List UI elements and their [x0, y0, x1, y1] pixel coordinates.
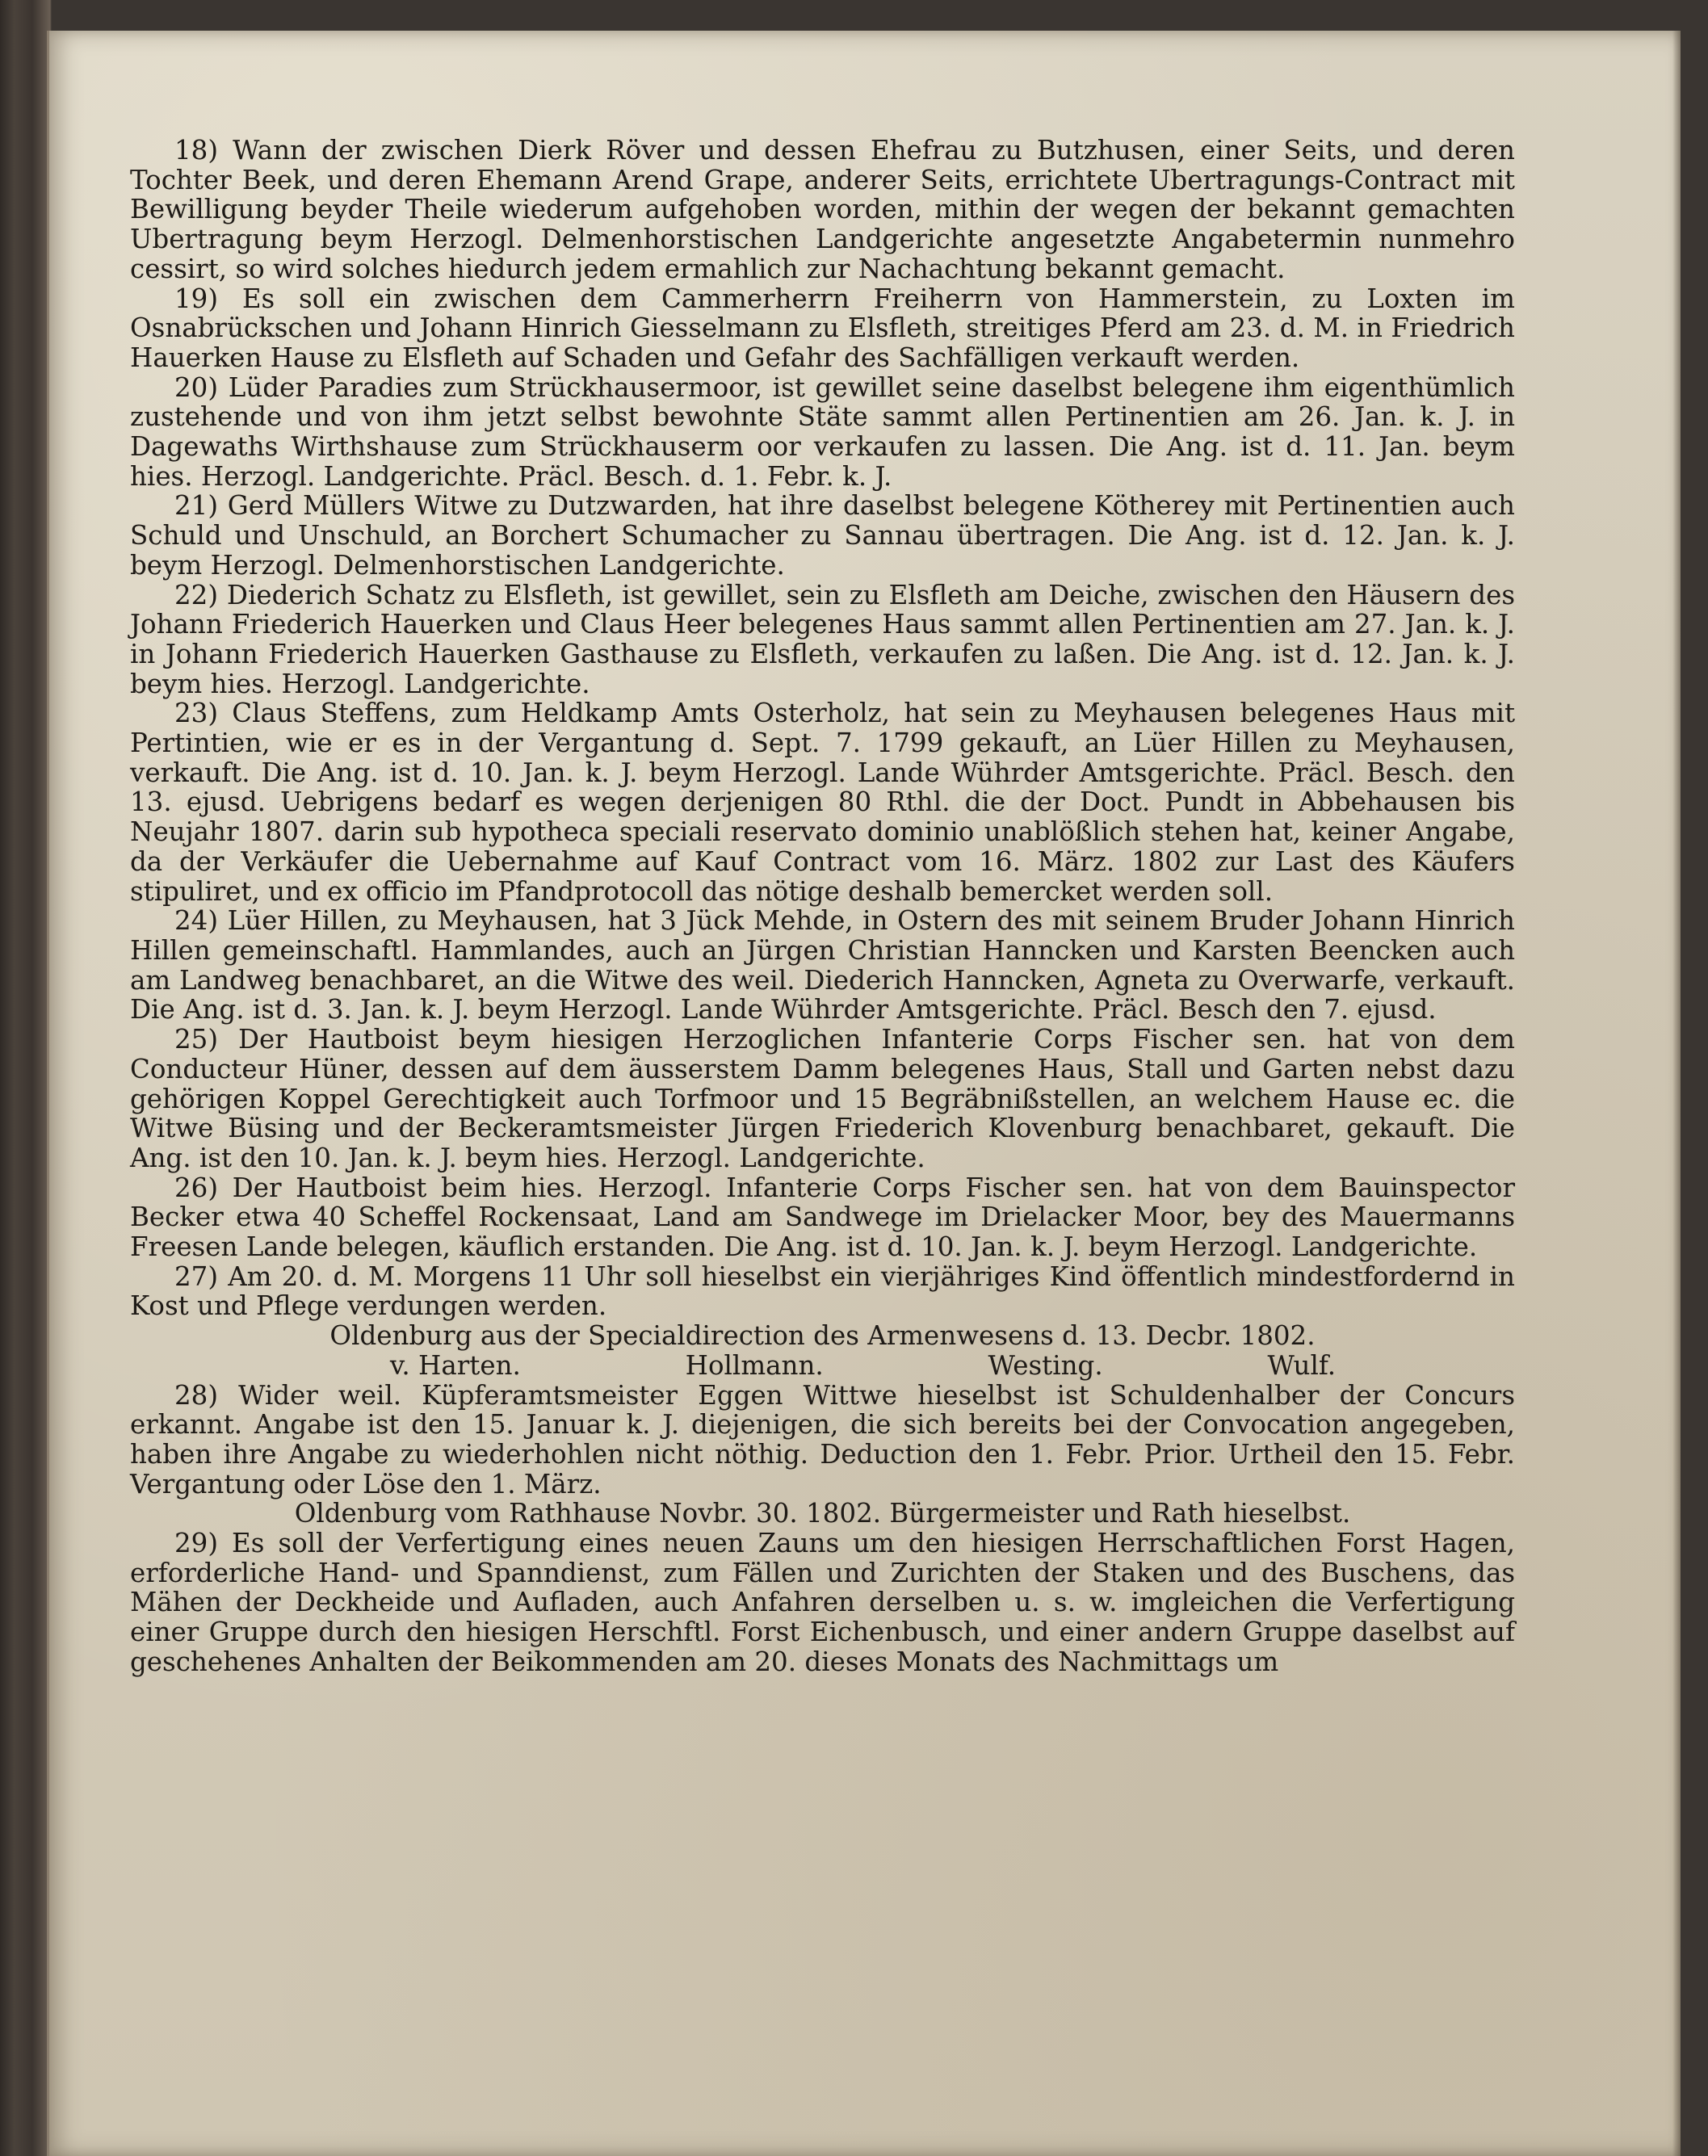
closing-line: Oldenburg vom Rathhause Novbr. 30. 1802. Bürgermeister und Rath hieselbst. — [294, 1498, 1351, 1529]
signature-place-line: Oldenburg aus der Specialdirection des Armenwesens d. 13. Decbr. 1802. — [329, 1320, 1316, 1352]
page-body — [130, 136, 1515, 1677]
notice-22: 22) Diederich Schatz zu Elsfleth, ist gewillet, sein zu Elsfleth am Deiche, zwischen den Häusern des Johann Friederich Hauerken und Claus Heer belegenes Haus sammt allen Pertinentien am 27. Jan. k. J. in Johann Friederich Hauerken Gasthause zu Elsfleth, verkaufen zu laßen. Die Ang. ist d. 12. Jan. k. J. beym hies. Herzogl. Landgerichte. — [130, 579, 1515, 699]
notice-21: 21) Gerd Müllers Witwe zu Dutzwarden, hat ihre daselbst belegene Kötherey mit Pertinentien auch Schuld und Unschuld, an Borchert Schumacher zu Sannau übertragen. Die Ang. ist d. 12. Jan. k. J. beym Herzogl. Delmenhorstischen Landgerichte. — [130, 490, 1515, 581]
signature-name: Hollmann. — [685, 1349, 824, 1381]
signature-names — [130, 1351, 1515, 1381]
notice-26: 26) Der Hautboist beim hies. Herzogl. Infanterie Corps Fischer sen. hat von dem Bauinspector Becker etwa 40 Scheffel Rockensaat, Land am Sandwege im Drielacker Moor, bey des Mauermanns Freesen Lande belegen, käuflich erstanden. Die Ang. ist d. 10. Jan. k. J. beym Herzogl. Landgerichte. — [130, 1172, 1515, 1263]
notice-19: 19) Es soll ein zwischen dem Cammerherrn Freiherrn von Hammerstein, zu Loxten im Osnabrückschen und Johann Hinrich Giesselmann zu Elsfleth, streitiges Pferd am 23. d. M. in Friedrich Hauerken Hause zu Elsfleth auf Schaden und Gefahr des Sachfälligen verkauft werden. — [130, 283, 1515, 373]
newspaper-page — [47, 31, 1681, 2156]
signature-name: Wulf. — [1267, 1349, 1337, 1381]
signature-name: Westing. — [988, 1349, 1103, 1381]
page-edge-shadow — [1672, 31, 1681, 2156]
notice-24: 24) Lüer Hillen, zu Meyhausen, hat 3 Jück Mehde, in Ostern des mit seinem Bruder Johann Hinrich Hillen gemeinschaftl. Hammlandes, auch an Jürgen Christian Hanncken und Karsten Beencken auch am Landweg benachbaret, an die Witwe des weil. Diederich Hanncken, Agneta zu Overwarfe, verkauft. Die Ang. ist d. 3. Jan. k. J. beym Herzogl. Lande Wührder Amtsgerichte. Präcl. Besch den 7. ejusd. — [130, 905, 1515, 1026]
notice-23: 23) Claus Steffens, zum Heldkamp Amts Osterholz, hat sein zu Meyhausen belegenes Haus mit Pertintien, wie er es in der Vergantung d. Sept. 7. 1799 gekauft, an Lüer Hillen zu Meyhausen, verkauft. Die Ang. ist d. 10. Jan. k. J. beym Herzogl. Lande Wührder Amtsgerichte. Präcl. Besch. den 13. ejusd. Uebrigens bedarf es wegen derjenigen 80 Rthl. die der Doct. Pundt in Abbehausen bis Neujahr 1807. darin sub hypotheca speciali reservato dominio unablößlich stehen hat, keiner Angabe, da der Verkäufer die Uebernahme auf Kauf Contract vom 16. März. 1802 zur Last des Käufers stipuliret, und ex officio im Pfandprotocoll das nötige deshalb bemercket werden soll. — [130, 698, 1515, 907]
notice-29: 29) Es soll der Verfertigung eines neuen Zauns um den hiesigen Herrschaftlichen Forst Hagen, erforderliche Hand- und Spanndienst, zum Fällen und Zurichten der Staken und des Buschens, das Mähen der Deckheide und Aufladen, auch Anfahren derselben u. s. w. imgleichen die Verfertigung einer Gruppe durch den hiesigen Herschftl. Forst Eichenbusch, und einer andern Gruppe daselbst auf geschehenes Anhalten der Beikommenden am 20. dieses Monats des Nachmittags um — [130, 1528, 1515, 1677]
notice-18: 18) Wann der zwischen Dierk Röver und dessen Ehefrau zu Butzhusen, einer Seits, und deren Tochter Beek, und deren Ehemann Arend Grape, anderer Seits, errichtete Ubertragungs-Contract mit Bewilligung beyder Theile wiederum aufgehoben worden, mithin der wegen der bekannt gemachten Ubertragung beym Herzogl. Delmenhorstischen Landgerichte angesetzte Angabetermin nunmehro cessirt, so wird solches hiedurch jedem ermahlich zur Nachachtung bekannt gemacht. — [130, 135, 1515, 284]
notice-27: 27) Am 20. d. M. Morgens 11 Uhr soll hieselbst ein vierjähriges Kind öffentlich mindestfordernd in Kost und Pflege verdungen werden. — [130, 1260, 1515, 1322]
signature-name: v. Harten. — [389, 1349, 521, 1381]
notice-20: 20) Lüder Paradies zum Strückhausermoor, ist gewillet seine daselbst belegene ihm eigenthümlich zustehende und von ihm jetzt selbst bewohnte Stäte sammt allen Pertinentien am 26. Jan. k. J. in Dagewaths Wirthshause zum Strückhauserm oor verkaufen zu lassen. Die Ang. ist d. 11. Jan. beym hies. Herzogl. Landgerichte. Präcl. Besch. d. 1. Febr. k. J. — [130, 371, 1515, 492]
notice-25: 25) Der Hautboist beym hiesigen Herzoglichen Infanterie Corps Fischer sen. hat von dem Conducteur Hüner, dessen auf dem äusserstem Damm belegenes Haus, Stall und Garten nebst dazu gehörigen Koppel Gerechtigkeit auch Torfmoor und 15 Begräbnißstellen, an welchem Hause ec. die Witwe Büsing und der Beckeramtsmeister Jürgen Friederich Klovenburg benachbaret, gekauft. Die Ang. ist den 10. Jan. k. J. beym hies. Herzogl. Landgerichte. — [130, 1024, 1515, 1173]
notice-28: 28) Wider weil. Küpferamtsmeister Eggen Wittwe hieselbst ist Schuldenhalber der Concurs erkannt. Angabe ist den 15. Januar k. J. diejenigen, die sich bereits bei der Convocation angegeben, haben ihre Angabe zu wiederhohlen nicht nöthig. Deduction den 1. Febr. Prior. Urtheil den 15. Febr. Vergantung oder Löse den 1. März. — [130, 1379, 1515, 1500]
